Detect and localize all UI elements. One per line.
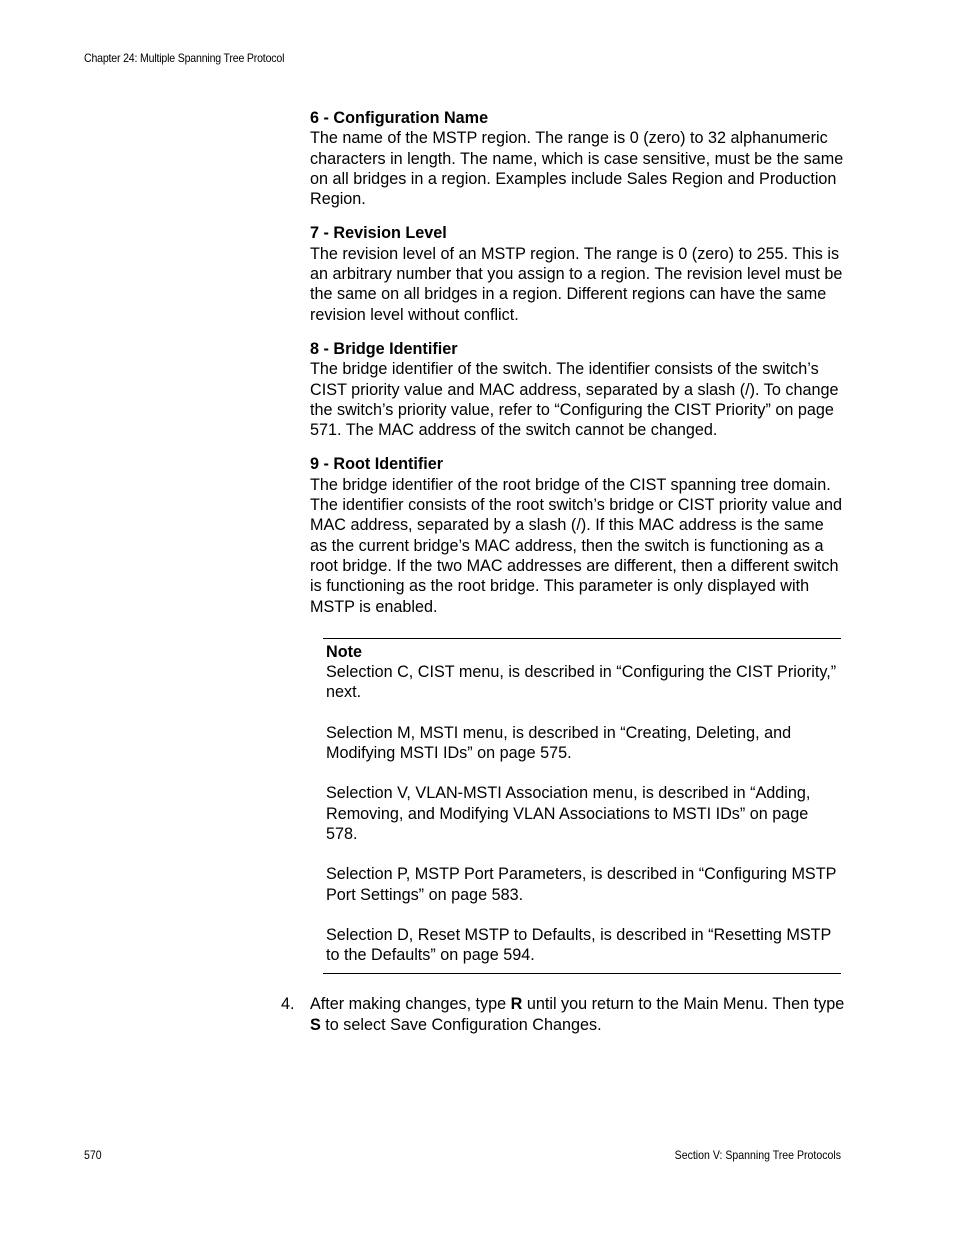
note-paragraph: Selection P, MSTP Port Parameters, is described in “Configuring MSTP Port Settings” on page 583. <box>326 865 837 904</box>
procedure-step-4 <box>281 994 845 1035</box>
param-title: 7 - Revision Level <box>310 224 447 243</box>
param-configuration-name <box>310 108 845 209</box>
param-description: The bridge identifier of the root bridge of the CIST spanning tree domain. The identifier consists of the root switch’s bridge or CIST priority value and MAC address, separated by a slash (/). If this MAC address is the same as the current bridge’s MAC address, then the switch is functioning as a root bridge. If the two MAC addresses are different, then a different switch is functioning as the root bridge. This parameter is only displayed with MSTP is enabled. <box>310 475 843 616</box>
note-title: Note <box>326 642 362 661</box>
param-description: The bridge identifier of the switch. The identifier consists of the switch’s CIST priority value and MAC address, separated by a slash (/). To change the switch’s priority value, refer to “Configuring the CIST Priority” on page 571. The MAC address of the switch cannot be changed. <box>310 360 839 440</box>
step-number: 4. <box>281 995 295 1014</box>
note-paragraph: Selection D, Reset MSTP to Defaults, is described in “Resetting MSTP to the Defaults” on page 594. <box>326 925 832 965</box>
step-text-part: to select Save Configuration Changes. <box>320 1015 602 1034</box>
page-content <box>281 108 845 1035</box>
param-title: 8 - Bridge Identifier <box>310 339 458 358</box>
param-description: The revision level of an MSTP region. The range is 0 (zero) to 255. This is an arbitrary number that you assign to a region. The revision level must be the same on all bridges in a region. Different regions can have the same revision level without conflict. <box>310 244 843 324</box>
running-header: Chapter 24: Multiple Spanning Tree Protocol <box>84 51 285 65</box>
step-text <box>310 995 844 1033</box>
param-title: 6 - Configuration Name <box>310 109 489 127</box>
param-root-identifier <box>310 454 845 616</box>
step-text-part: until you return to the Main Menu. Then type <box>522 995 845 1014</box>
param-revision-level <box>310 223 845 324</box>
step-text-part: After making changes, type <box>310 995 511 1014</box>
page-number: 570 <box>84 1148 102 1162</box>
param-title: 9 - Root Identifier <box>310 455 444 474</box>
key-s: S <box>310 1015 321 1034</box>
note-paragraph: Selection M, MSTI menu, is described in “Creating, Deleting, and Modifying MSTI IDs” on page 575. <box>326 723 792 763</box>
key-r: R <box>510 995 523 1014</box>
param-bridge-identifier <box>310 339 845 440</box>
note-paragraph: Selection C, CIST menu, is described in “Configuring the CIST Priority,” next. <box>326 663 837 702</box>
note-paragraph: Selection V, VLAN-MSTI Association menu, is described in “Adding, Removing, and Modifying VLAN Associations to MSTI IDs” on page 578. <box>326 784 811 843</box>
note-box <box>323 638 841 975</box>
section-footer: Section V: Spanning Tree Protocols <box>674 1148 841 1162</box>
param-description: The name of the MSTP region. The range is 0 (zero) to 32 alphanumeric characters in length. The name, which is case sensitive, must be the same on all bridges in a region. Examples include Sales Region and Production Region. <box>310 129 844 209</box>
